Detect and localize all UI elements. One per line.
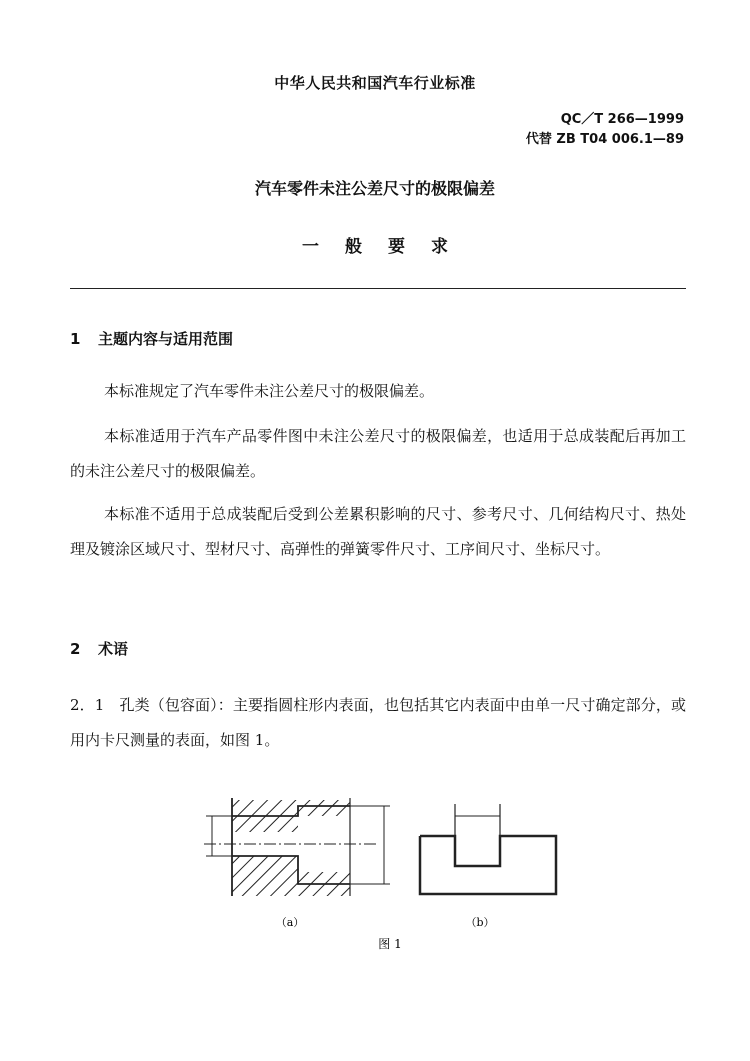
document-subtitle xyxy=(0,232,750,257)
standard-code: QC／T 266—1999 xyxy=(560,112,684,127)
subtitle-char: 般 xyxy=(345,237,362,257)
figure-1a-stepped-hole xyxy=(204,798,390,896)
section-title: 主题内容与适用范围 xyxy=(98,330,234,348)
section-2-heading xyxy=(70,638,128,659)
subtitle-char: 一 xyxy=(302,237,319,257)
document-title: 汽车零件未注公差尺寸的极限偏差 xyxy=(254,179,495,198)
section-title: 术语 xyxy=(98,640,129,658)
section-number: 2 xyxy=(70,640,81,658)
section-1-heading xyxy=(70,328,233,349)
standard-organization: 中华人民共和国汽车行业标准 xyxy=(274,74,476,92)
section-2-paragraph-1: 2．1 孔类（包容面）：主要指圆柱形内表面，也包括其它内表面中由单一尺寸确定部分，或用内卡尺测量的表面，如图 1。 xyxy=(70,696,686,749)
section-1-paragraph-3: 本标准不适用于总成装配后受到公差累积影响的尺寸、参考尺寸、几何结构尺寸、热处理及镀涂区域尺寸、型材尺寸、高弹性的弹簧零件尺寸、工序间尺寸、坐标尺寸。 xyxy=(70,505,686,558)
section-1-paragraph-2: 本标准适用于汽车产品零件图中未注公差尺寸的极限偏差，也适用于总成装配后再加工的未注公差尺寸的极限偏差。 xyxy=(70,427,686,480)
subtitle-char: 求 xyxy=(431,237,448,257)
section-1-paragraph-1: 本标准规定了汽车零件未注公差尺寸的极限偏差。 xyxy=(104,382,435,400)
figure-1b-slot xyxy=(420,804,556,894)
title-divider xyxy=(70,288,686,289)
replaced-standard: 代替 ZB T04 006.1—89 xyxy=(525,132,684,147)
figure-1b-label: （b） xyxy=(465,916,495,929)
figure-1-caption: 图 1 xyxy=(378,937,402,951)
figure-1 xyxy=(190,792,570,967)
standard-code-block xyxy=(526,110,684,150)
section-number: 1 xyxy=(70,330,81,348)
figure-1-drawing xyxy=(190,792,570,962)
figure-1a-label: （a） xyxy=(275,916,305,929)
subtitle-char: 要 xyxy=(388,237,405,257)
